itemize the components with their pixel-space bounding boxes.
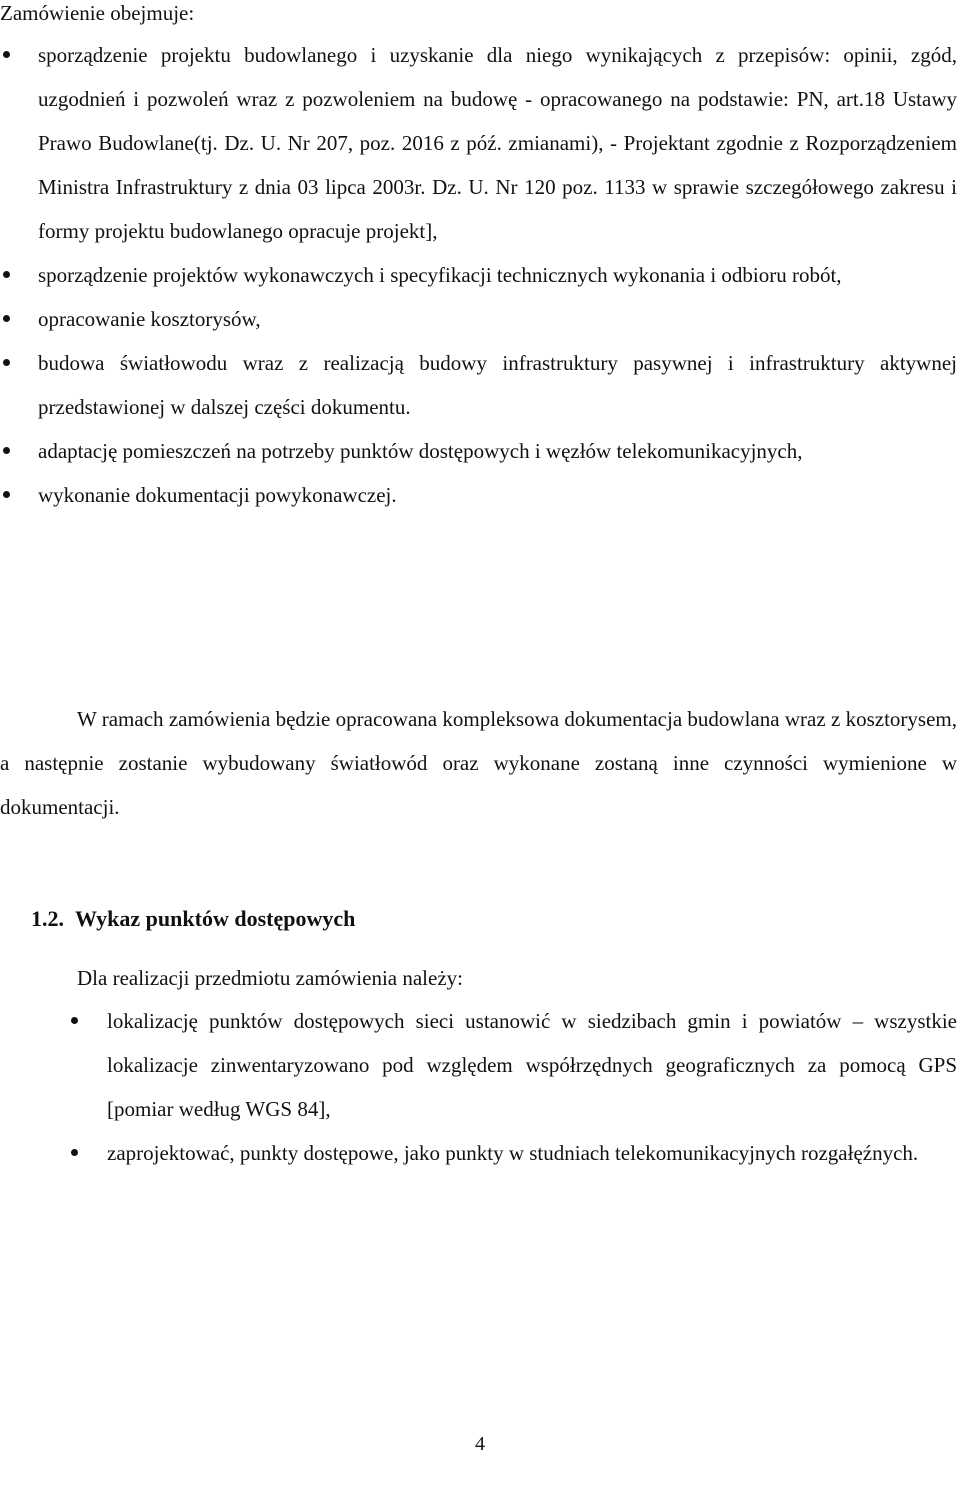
list-item bbox=[0, 473, 957, 517]
list-item-text: opracowanie kosztorysów, bbox=[38, 307, 261, 331]
section-heading bbox=[31, 902, 355, 936]
list-item-text: sporządzenie projektu budowlanego i uzyskanie dla niego wynikających z przepisów: opinii, zgód, uzgodnień i pozwoleń wraz z pozwoleniem na budowę - opracowanego na podstawie: PN, art.18 Ustawy Prawo Budowlane(tj. Dz. U. Nr 207, poz. 2016 z póź. zmianami), - Projektant zgodnie z Rozporządzeniem Ministra Infrastruktury z dnia 03 lipca 2003r. Dz. U. Nr 120 poz. 1133 w sprawie szczegółowego zakresu i formy projektu budowlanego opracuje projekt], bbox=[38, 43, 957, 243]
scope-list bbox=[0, 33, 957, 517]
list-item-text: wykonanie dokumentacji powykonawczej. bbox=[38, 483, 397, 507]
list-item-text: adaptację pomieszczeń na potrzeby punktów dostępowych i węzłów telekomunikacyjnych, bbox=[38, 439, 803, 463]
list-item-text: lokalizację punktów dostępowych sieci ustanowić w siedzibach gmin i powiatów – wszystkie lokalizacje zinwentaryzowano pod względem współrzędnych geograficznych za pomocą GPS [pomiar według WGS 84], bbox=[107, 1009, 957, 1121]
list-item-text: budowa światłowodu wraz z realizacją budowy infrastruktury pasywnej i infrastruktury aktywnej przedstawionej w dalszej części dokumentu. bbox=[38, 351, 957, 419]
section-list bbox=[0, 999, 957, 1175]
list-item-text: zaprojektować, punkty dostępowe, jako punkty w studniach telekomunikacyjnych rozgałęźnych. bbox=[107, 1141, 919, 1165]
body-paragraph: W ramach zamówienia będzie opracowana kompleksowa dokumentacja budowlana wraz z kosztorysem, a następnie zostanie wybudowany światłowód oraz wykonane zostaną inne czynności wymienione w dokumentacji. bbox=[0, 707, 957, 819]
list-item-text: sporządzenie projektów wykonawczych i specyfikacji technicznych wykonania i odbioru robót, bbox=[38, 263, 842, 287]
list-item bbox=[0, 297, 957, 341]
bullet-icon bbox=[71, 1017, 78, 1024]
bullet-icon bbox=[3, 359, 10, 366]
bullet-icon bbox=[71, 1149, 78, 1156]
list-item bbox=[0, 253, 957, 297]
bullet-icon bbox=[3, 491, 10, 498]
bullet-icon bbox=[3, 447, 10, 454]
section-intro: Dla realizacji przedmiotu zamówienia należy: bbox=[77, 966, 463, 990]
bullet-icon bbox=[3, 315, 10, 322]
bullet-icon bbox=[3, 51, 10, 58]
page-number: 4 bbox=[475, 1433, 485, 1455]
section-title: Wykaz punktów dostępowych bbox=[75, 906, 356, 931]
scope-intro: Zamówienie obejmuje: bbox=[0, 1, 195, 25]
list-item bbox=[0, 999, 957, 1131]
list-item bbox=[0, 1131, 957, 1175]
list-item bbox=[0, 429, 957, 473]
bullet-icon bbox=[3, 271, 10, 278]
section-number: 1.2. bbox=[31, 906, 64, 931]
list-item bbox=[0, 33, 957, 253]
list-item bbox=[0, 341, 957, 429]
